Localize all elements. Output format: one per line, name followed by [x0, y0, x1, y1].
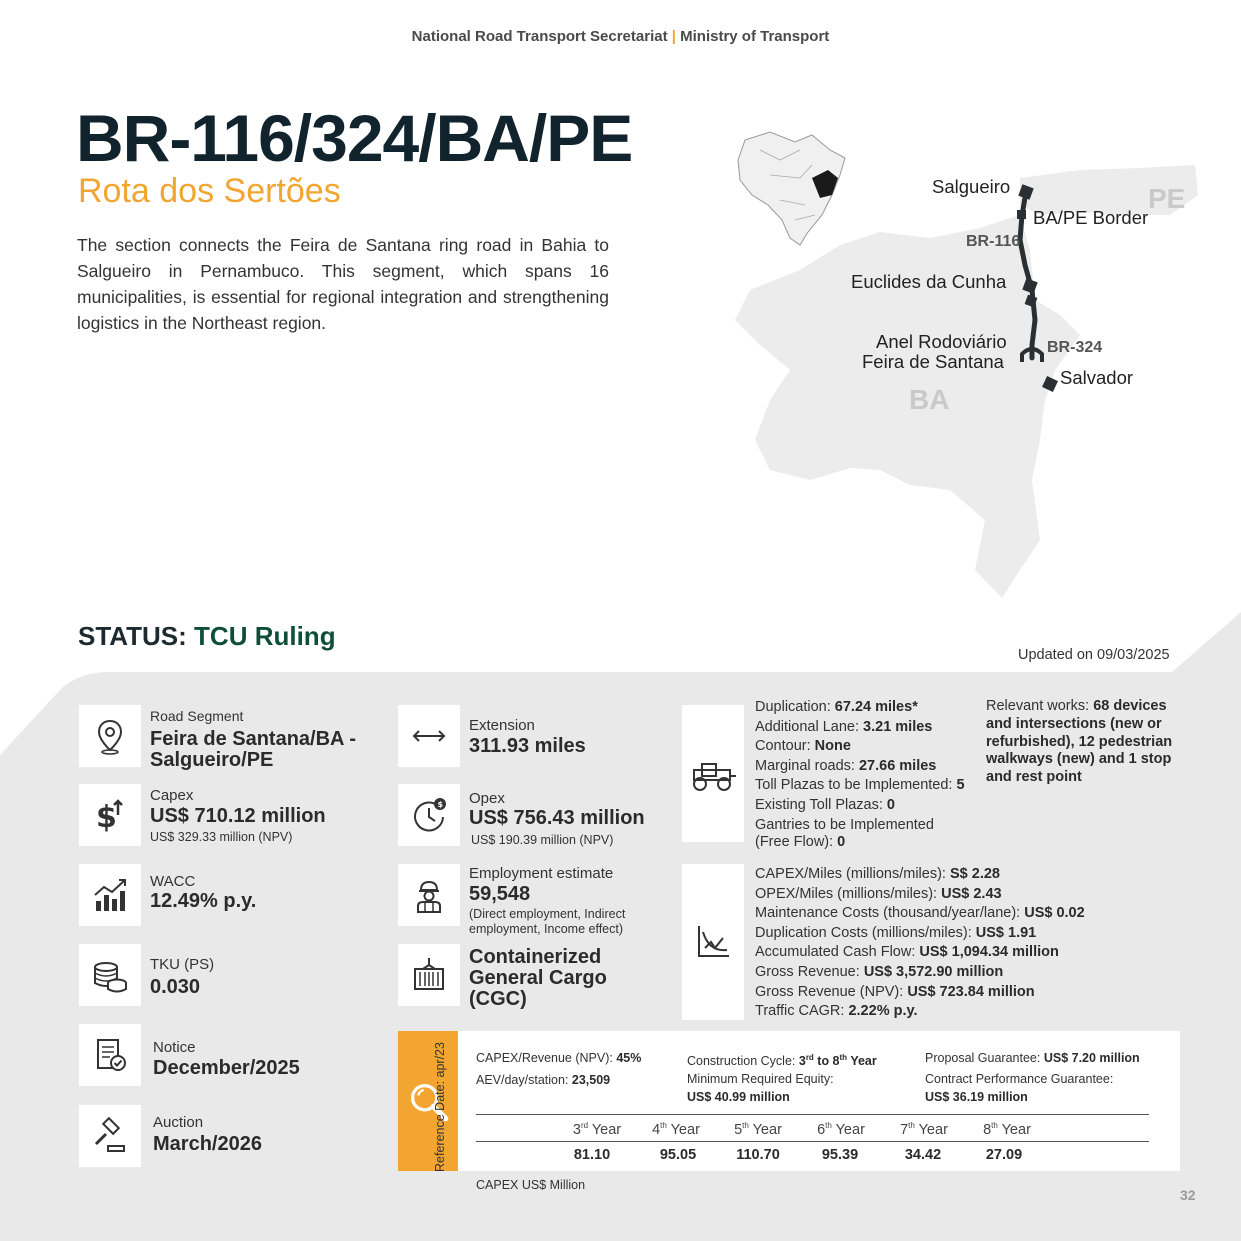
year-header: 7th Year: [900, 1121, 948, 1138]
year-header: 6th Year: [817, 1121, 865, 1138]
extension-value: 311.93 miles: [469, 735, 586, 757]
brazil-inset-map: [738, 132, 845, 245]
road-segment-value-1: Feira de Santana/BA -: [150, 728, 356, 750]
equity-label: Minimum Required Equity:: [687, 1072, 834, 1086]
map-label-salvador: Salvador: [1060, 367, 1134, 388]
table-mid-rule: [476, 1141, 1149, 1142]
auction-value: March/2026: [153, 1133, 262, 1155]
map-label-br116: BR-116: [966, 233, 1021, 250]
gavel-icon: [79, 1105, 141, 1167]
cost-item: Traffic CAGR: 2.22% p.y.: [755, 1003, 918, 1020]
cargo-value-2: General Cargo: [469, 967, 607, 989]
location-pin-icon: [79, 705, 141, 767]
year-value: 95.05: [659, 1147, 697, 1163]
opex-npv: US$ 190.39 million (NPV): [471, 833, 614, 847]
capex-revenue: CAPEX/Revenue (NPV): 45%: [476, 1051, 642, 1065]
contract-label: Contract Performance Guarantee:: [925, 1072, 1114, 1086]
employment-label: Employment estimate: [469, 865, 614, 882]
reference-date: Reference Date: apr/23: [433, 1042, 447, 1172]
capex-label: Capex: [150, 787, 194, 804]
dollar-up-icon: [79, 784, 141, 846]
double-arrow-icon: [398, 705, 460, 767]
cost-item: OPEX/Miles (millions/miles): US$ 2.43: [755, 885, 1002, 902]
employment-value: 59,548: [469, 883, 531, 905]
opex-label: Opex: [469, 790, 505, 807]
status-line: STATUS: TCU Ruling: [78, 621, 336, 651]
map-label-salgueiro: Salgueiro: [932, 176, 1011, 197]
contract-value: US$ 36.19 million: [925, 1090, 1028, 1104]
cost-item: Gross Revenue: US$ 3,572.90 million: [755, 963, 1004, 980]
updated-date: Updated on 09/03/2025: [1018, 647, 1170, 663]
works-item: (Free Flow): 0: [755, 834, 846, 851]
works-item: Existing Toll Plazas: 0: [755, 796, 895, 813]
map-label-border: BA/PE Border: [1033, 207, 1149, 228]
works-item: Additional Lane: 3.21 miles: [755, 718, 933, 735]
year-header: 4th Year: [652, 1121, 700, 1138]
wacc-value: 12.49% p.y.: [150, 890, 257, 912]
magnifier-icon: [398, 1031, 458, 1171]
works-item: Marginal roads: 27.66 miles: [755, 757, 937, 774]
road-segment-value-2: Salgueiro/PE: [150, 749, 274, 771]
wacc-label: WACC: [150, 873, 196, 890]
status-value: TCU Ruling: [194, 621, 336, 651]
year-value: 95.39: [821, 1147, 859, 1163]
route-map: [0, 0, 1241, 620]
capex-value: US$ 710.12 million: [150, 805, 326, 827]
opex-value: US$ 756.43 million: [469, 807, 645, 829]
map-label-pe: PE: [1148, 183, 1186, 214]
works-list: [755, 698, 985, 853]
cost-item: Gross Revenue (NPV): US$ 723.84 million: [755, 983, 1035, 1000]
year-value: 34.42: [904, 1147, 942, 1163]
notice-value: December/2025: [153, 1057, 300, 1079]
document-check-icon: [79, 1024, 141, 1086]
capex-table-note: CAPEX US$ Million: [476, 1178, 586, 1192]
year-value: 110.70: [736, 1147, 780, 1163]
cost-item: Maintenance Costs (thousand/year/lane): US$ 0.02: [755, 905, 1085, 922]
growth-chart-icon: [79, 864, 141, 926]
year-header: 3rd Year: [572, 1121, 622, 1138]
clock-dollar-icon: [398, 784, 460, 846]
works-item: Gantries to be Implemented: [755, 816, 934, 833]
page-subtitle: Rota dos Sertões: [78, 172, 341, 210]
year-header: 5th Year: [734, 1121, 782, 1138]
page-number: 32: [1180, 1187, 1196, 1203]
svg-text:$: $: [96, 800, 117, 835]
cost-item: Duplication Costs (millions/miles): US$ 1.91: [755, 924, 1037, 941]
worker-icon: [398, 864, 460, 926]
svg-text:$: $: [437, 800, 444, 809]
relevant-works: Relevant works: 68 devices and intersections (new or refurbished), 12 pedestrian walkways (new) and 1 stop and rest point: [986, 698, 1173, 786]
notice-label: Notice: [153, 1039, 196, 1056]
map-label-br324: BR-324: [1047, 339, 1103, 356]
map-label-ba: BA: [909, 384, 950, 415]
extension-label: Extension: [469, 717, 535, 734]
capex-npv: US$ 329.33 million (NPV): [150, 830, 293, 844]
employment-note-2: employment, Income effect): [469, 922, 624, 936]
cargo-value-1: Containerized: [469, 946, 602, 968]
tku-value: 0.030: [150, 976, 201, 998]
declining-chart-icon: [682, 864, 744, 1020]
employment-note-1: (Direct employment, Indirect: [469, 907, 626, 921]
year-value: 81.10: [573, 1147, 611, 1163]
tku-label: TKU (PS): [150, 956, 215, 973]
year-header: 8th Year: [983, 1121, 1031, 1138]
construction-cycle: Construction Cycle: 3rd to 8th Year: [687, 1053, 877, 1069]
description: The section connects the Feira de Santana ring road in Bahia to Salgueiro in Pernambuco. This segment, which spans 16 municipalities, is essential for regional integration and strengthening logistics in the Northeast region.: [77, 235, 609, 333]
cargo-value-3: (CGC): [469, 988, 527, 1010]
container-crane-icon: [398, 944, 460, 1006]
cost-item: Accumulated Cash Flow: US$ 1,094.34 million: [755, 944, 1059, 961]
map-label-anel: Anel Rodoviário: [876, 331, 1007, 352]
proposal-guarantee: Proposal Guarantee: US$ 7.20 million: [925, 1051, 1140, 1065]
table-top-rule: [476, 1114, 1149, 1115]
road-segment-label: Road Segment: [150, 708, 244, 724]
auction-label: Auction: [153, 1114, 204, 1131]
map-label-euclides: Euclides da Cunha: [851, 271, 1007, 292]
works-item: Contour: None: [755, 738, 851, 755]
costs-list: [755, 865, 1175, 1022]
page-title: BR-116/324/BA/PE: [76, 101, 633, 175]
aev-station: AEV/day/station: 23,509: [476, 1073, 611, 1087]
road-roller-icon: [682, 705, 744, 842]
equity-value: US$ 40.99 million: [687, 1090, 790, 1104]
year-value: 27.09: [985, 1147, 1023, 1163]
cost-item: CAPEX/Miles (millions/miles): S$ 2.28: [755, 866, 1000, 882]
works-item: Duplication: 67.24 miles*: [755, 699, 918, 715]
coins-icon: [79, 944, 141, 1006]
map-label-feira: Feira de Santana: [862, 351, 1004, 372]
works-item: Toll Plazas to be Implemented: 5: [755, 777, 965, 794]
page-header: National Road Transport Secretariat | Ministry of Transport: [411, 28, 830, 45]
